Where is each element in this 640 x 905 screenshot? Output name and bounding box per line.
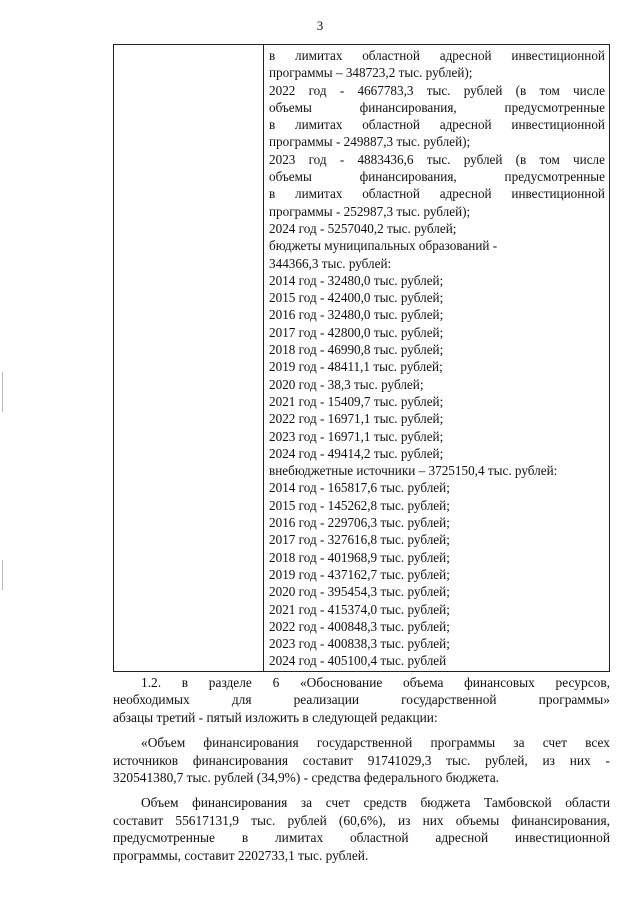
table-text-line: 2017 год - 327616,8 тыс. рублей;: [269, 532, 450, 548]
table-text-line: в лимитах областной адресной инвестиционной: [269, 48, 605, 63]
page-number: 3: [316, 18, 324, 33]
body-text-line: 1.2. в разделе 6 «Обоснование объема финансовых ресурсов,: [141, 675, 610, 690]
table-text-line: 2018 год - 401968,9 тыс. рублей;: [269, 549, 450, 565]
table-text-line: в лимитах областной адресной инвестиционной: [269, 117, 605, 133]
table-text-line: 2014 год - 32480,0 тыс. рублей;: [269, 272, 444, 288]
table-text-line: 2015 год - 145262,8 тыс. рублей;: [269, 497, 450, 513]
table-text-line: 2022 год - 16971,1 тыс. рублей;: [269, 411, 444, 427]
table-text-line: 2023 год - 16971,1 тыс. рублей;: [269, 428, 444, 444]
table-text-line: 2022 год - 400848,3 тыс. рублей;: [269, 618, 450, 634]
table-text-line: 2015 год - 42400,0 тыс. рублей;: [269, 290, 444, 306]
table-text-line: 2021 год - 415374,0 тыс. рублей;: [269, 601, 450, 617]
table-text-line: внебюджетные источники – 3725150,4 тыс. рублей:: [269, 463, 558, 479]
body-text-line: источников финансирования составит 91741029,3 тыс. рублей, из них -: [113, 752, 610, 768]
body-paragraph: [113, 794, 610, 864]
body-text-line: программы, составит 2202733,1 тыс. рублей.: [113, 847, 369, 863]
table-text-line: 2016 год - 229706,3 тыс. рублей;: [269, 515, 450, 531]
table-text-line: объемы финансирования, предусмотренные: [269, 99, 605, 115]
funding-details-cell: [269, 47, 605, 670]
table-text-line: 2021 год - 15409,7 тыс. рублей;: [269, 393, 444, 409]
table-text-line: 2024 год - 49414,2 тыс. рублей;: [269, 445, 444, 461]
body-text-line: необходимых для реализации государственной программы»: [113, 692, 610, 708]
body-text-line: Объем финансирования за счет средств бюджета Тамбовской области: [141, 795, 610, 811]
table-text-line: 2020 год - 395454,3 тыс. рублей;: [269, 584, 450, 600]
body-paragraph: [113, 734, 610, 786]
table-column-divider: [263, 45, 264, 671]
table-text-line: 2018 год - 46990,8 тыс. рублей;: [269, 342, 444, 358]
table-text-line: программы - 249887,3 тыс. рублей);: [269, 134, 471, 150]
table-text-line: 2024 год - 405100,4 тыс. рублей: [269, 653, 447, 669]
amendment-text: [113, 674, 610, 864]
body-text-line: «Объем финансирования государственной программы за счет всех: [141, 735, 610, 751]
table-text-line: 2023 год - 4883436,6 тыс. рублей (в том числе: [269, 151, 605, 167]
paragraph-gap: [113, 786, 610, 794]
table-text-line: 2019 год - 437162,7 тыс. рублей;: [269, 566, 450, 582]
body-text-line: абзацы третий - пятый изложить в следующей редакции:: [113, 709, 438, 725]
funding-table: [113, 44, 610, 672]
table-text-line: 2022 год - 4667783,3 тыс. рублей (в том числе: [269, 82, 605, 98]
table-text-line: 2014 год - 165817,6 тыс. рублей;: [269, 480, 450, 496]
paragraph-gap: [113, 726, 610, 734]
table-text-line: 2019 год - 48411,1 тыс. рублей;: [269, 359, 443, 375]
body-text-line: предусмотренные в лимитах областной адресной инвестиционной: [113, 830, 610, 846]
scan-edge-mark: [2, 560, 3, 590]
table-text-line: программы - 252987,3 тыс. рублей);: [269, 203, 471, 219]
table-text-line: 2023 год - 400838,3 тыс. рублей;: [269, 636, 450, 652]
table-text-line: программы – 348723,2 тыс. рублей);: [269, 65, 473, 81]
scan-edge-mark: [2, 372, 3, 412]
body-text-line: 320541380,7 тыс. рублей (34,9%) - средства федерального бюджета.: [113, 770, 499, 786]
table-text-line: 344366,3 тыс. рублей:: [269, 255, 392, 271]
table-text-line: бюджеты муниципальных образований -: [269, 238, 498, 254]
table-text-line: 2020 год - 38,3 тыс. рублей;: [269, 376, 424, 392]
body-text-line: составит 55617131,9 тыс. рублей (60,6%), из них объемы финансирования,: [113, 812, 610, 828]
table-text-line: 2016 год - 32480,0 тыс. рублей;: [269, 307, 444, 323]
table-text-line: 2024 год - 5257040,2 тыс. рублей;: [269, 220, 457, 236]
table-text-line: в лимитах областной адресной инвестиционной: [269, 186, 605, 202]
table-text-line: 2017 год - 42800,0 тыс. рублей;: [269, 324, 444, 340]
table-text-line: объемы финансирования, предусмотренные: [269, 169, 605, 185]
body-paragraph: [113, 674, 610, 726]
